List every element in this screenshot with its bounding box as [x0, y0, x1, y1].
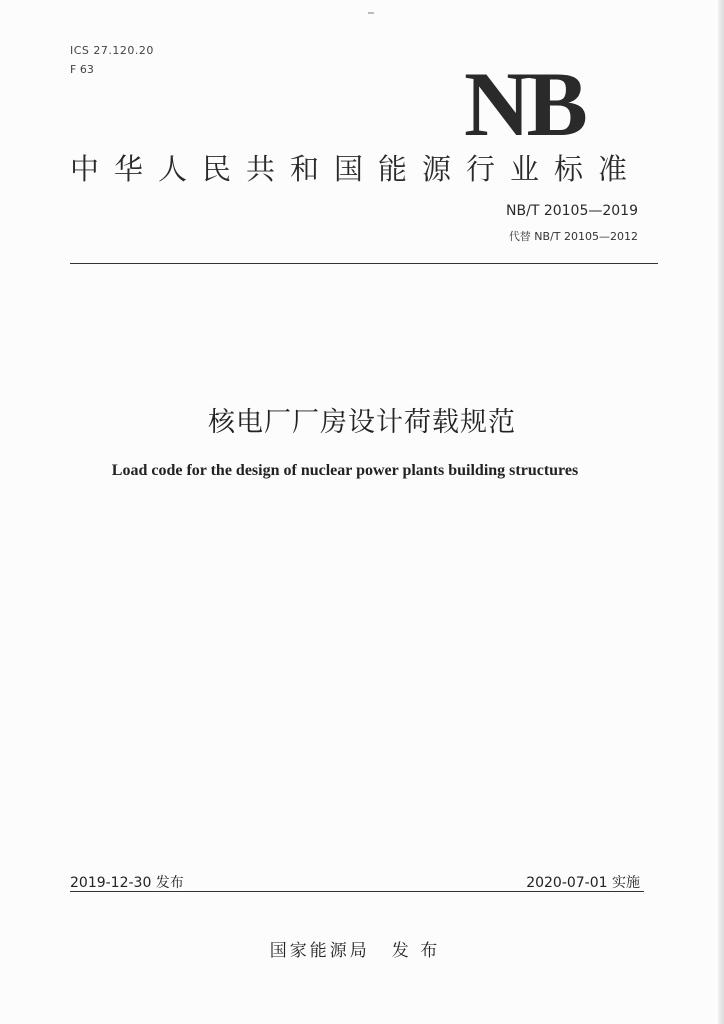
header-divider [70, 263, 658, 264]
footer-divider [70, 891, 644, 892]
implementation-date: 2020-07-01 实施 [526, 875, 640, 891]
organization-title: 中华人民共和国能源行业标准 [70, 152, 643, 186]
nb-logo: NB [464, 53, 584, 155]
replaces-standard: 代替 NB/T 20105—2012 [508, 230, 638, 243]
scan-edge [718, 0, 724, 1024]
ics-code: ICS 27.120.20 [70, 44, 154, 57]
document-title-english: Load code for the design of nuclear power plants building structures [111, 462, 579, 479]
ccs-code: F 63 [70, 63, 94, 76]
document-title-chinese: 核电厂厂房设计荷载规范 [208, 407, 516, 438]
scan-mark [368, 12, 374, 14]
publisher-name: 国家能源局 [269, 941, 370, 961]
publish-label: 发 布 [391, 941, 441, 961]
publisher-line [0, 936, 710, 961]
standard-number: NB/T 20105—2019 [506, 203, 638, 219]
issue-date: 2019-12-30 发布 [70, 875, 184, 891]
